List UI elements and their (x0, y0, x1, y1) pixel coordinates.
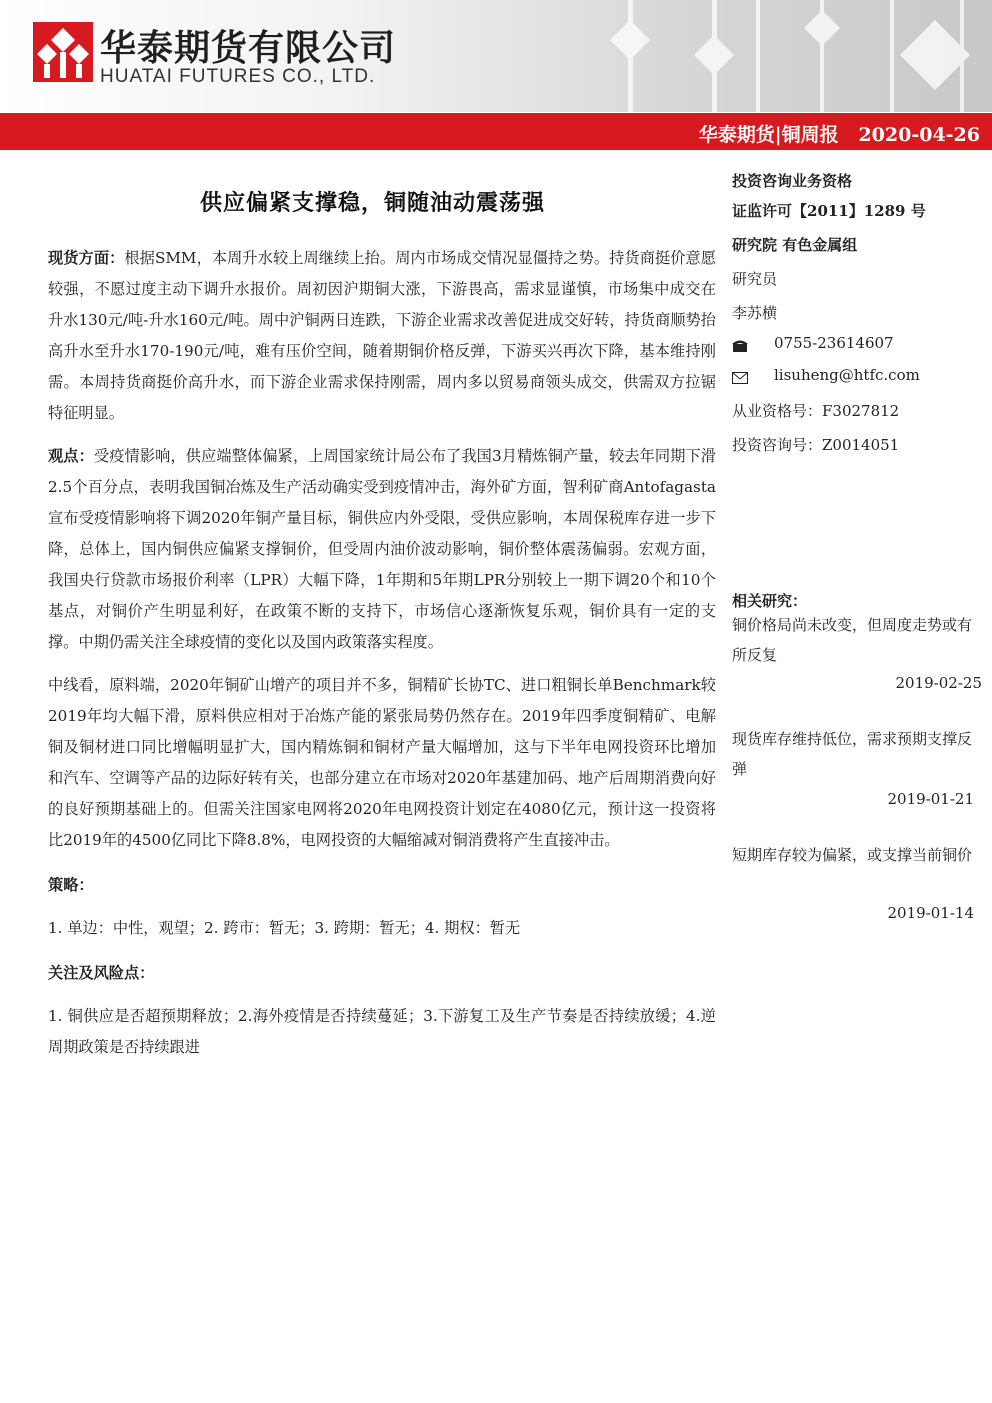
cert-number: 从业资格号：F3027812 (732, 402, 900, 420)
related-item-2-title[interactable]: 现货库存维持低位，需求预期支撑反弹 (732, 730, 973, 778)
qualification-title: 投资咨询业务资格 (732, 172, 853, 190)
phone-number: 0755-23614607 (774, 334, 894, 352)
strategy-heading: 策略： (48, 876, 94, 894)
report-bar (0, 113, 992, 150)
email-address[interactable]: lisuheng@htfc.com (774, 366, 920, 384)
spot-paragraph (48, 243, 716, 429)
spot-label: 现货方面： (48, 249, 125, 267)
main-content (48, 243, 716, 1063)
related-item-1-title[interactable]: 铜价格局尚未改变，但周度走势或有所反复 (732, 616, 973, 664)
strategy-text: 1. 单边：中性，观望；2. 跨市：暂无；3. 跨期：暂无；4. 期权：暂无 (48, 919, 521, 937)
license-number: 证监许可【2011】1289 号 (732, 202, 926, 220)
phone-icon (732, 340, 748, 352)
report-title: 供应偏紧支撑稳，铜随油动震荡强 (199, 190, 545, 216)
view-label: 观点： (48, 447, 94, 465)
mid-paragraph: 中线看，原料端，2020年铜矿山增产的项目并不多，铜精矿长协TC、进口粗铜长单Benchmark较2019年均大幅下滑，原料供应相对于冶炼产能的紧张局势仍然存在。2019年四季度铜精矿、电解铜及铜材进口同比增幅明显扩大，国内精炼铜和铜材产量大幅增加，这与下半年电网投资环比增加和汽车、空调等产品的边际好转有关，也部分建立在市场对2020年基建加码、地产后周期消费向好的良好预期基础上的。但需关注国家电网将2020年电网投资计划定在4080亿元，预计这一投资将比2019年的4500亿同比下降8.8%，电网投资的大幅缩减对铜消费将产生直接冲击。 (48, 676, 716, 849)
company-name-en: HUATAI FUTURES CO., LTD. (100, 66, 376, 87)
related-item-3-date: 2019-01-14 (887, 904, 974, 922)
related-item-2-date: 2019-01-21 (887, 790, 974, 808)
company-name-cn: 华泰期货有限公司 (100, 28, 397, 69)
risk-heading: 关注及风险点： (48, 964, 155, 982)
email-icon (732, 372, 748, 384)
consult-number: 投资咨询号：Z0014051 (732, 436, 900, 454)
researcher-name: 李苏横 (732, 304, 778, 322)
page-header (0, 0, 992, 112)
related-research-heading: 相关研究： (732, 592, 808, 610)
view-text: 受疫情影响，供应端整体偏紧，上周国家统计局公布了我国3月精炼铜产量，较去年同期下滑2.5个百分点，表明我国铜冶炼及生产活动确实受到疫情冲击，海外矿方面，智利矿商Antofagasta宣布受疫情影响将下调2020年铜产量目标，铜供应内外受限，受供应影响，本周保税库存进一步下降，总体上，国内铜供应偏紧支撑铜价，但受周内油价波动影响，铜价整体震荡偏弱。宏观方面，我国央行贷款市场报价利率（LPR）大幅下降，1年期和5年期LPR分别较上一期下调20个和10个基点，对铜价产生明显利好，在政策不断的支持下，市场信心逐渐恢复乐观，铜价具有一定的支撑。中期仍需关注全球疫情的变化以及国内政策落实程度。 (48, 447, 716, 651)
department: 研究院 有色金属组 (732, 236, 858, 254)
spot-text: 根据SMM，本周升水较上周继续上抬。周内市场成交情况显僵持之势。持货商挺价意愿较强，不愿过度主动下调升水报价。周初因沪期铜大涨，下游畏高，需求显谨慎，市场集中成交在升水130元/吨-升水160元/吨。周中沪铜两日连跌，下游企业需求改善促进成交好转，持货商顺势抬高升水至升水170-190元/吨，难有压价空间，随着期铜价格反弹，下游买兴再次下降，基本维持刚需。本周持货商挺价高升水，而下游企业需求保持刚需，周内多以贸易商领头成交，供需双方拉锯特征明显。 (48, 249, 716, 422)
related-item-1-date: 2019-02-25 (895, 674, 982, 692)
risk-text: 1. 铜供应是否超预期释放；2.海外疫情是否持续蔓延；3.下游复工及生产节奏是否持续放缓；4.逆周期政策是否持续跟进 (48, 1007, 716, 1056)
view-paragraph (48, 441, 716, 658)
related-item-3-title[interactable]: 短期库存较为偏紧，或支撑当前铜价 (732, 846, 973, 864)
phone-row (732, 334, 894, 352)
huatai-logo-icon (33, 22, 93, 82)
report-line: 华泰期货|铜周报 2020-04-26 (698, 124, 980, 146)
researcher-role: 研究员 (732, 270, 778, 288)
email-row (732, 366, 920, 384)
